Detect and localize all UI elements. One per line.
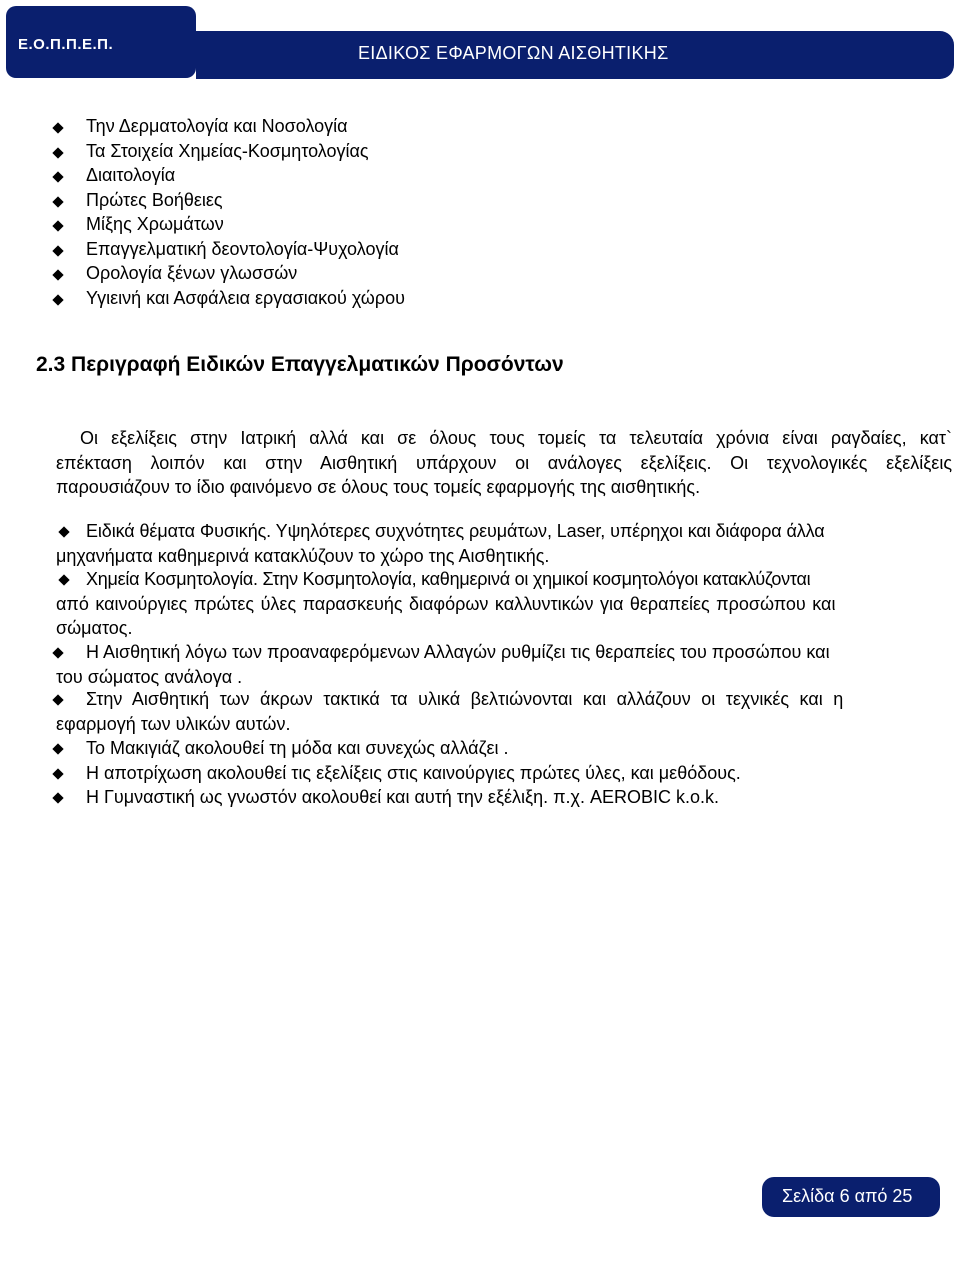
paragraph-line: μηχανήματα καθημερινά κατακλύζουν το χώρο της Αισθητικής. [56,545,550,566]
bullet-item-makeup [56,736,952,761]
bullet-item-extremities [56,687,952,736]
bullet-icon [52,171,63,182]
org-banner [6,6,196,78]
section-heading: 2.3 Περιγραφή Ειδικών Επαγγελματικών Προσόντων [36,353,564,376]
bullet-icon [52,220,63,231]
bullet-icon [52,269,63,280]
title-banner [196,31,954,79]
paragraph-line: παρουσιάζουν το ίδιο φαινόμενο σε όλους τους τομείς εφαρμογής της αισθητικής. [56,477,701,497]
paragraph-line: Χημεία Κοσμητολογία. Στην Κοσμητολογία, καθημερινά οι χημικοί κοσμητολόγοι κατακλύζονται [86,569,811,589]
bullet-item-hair-removal [56,761,952,786]
list-item: Πρώτες Βοήθειες [86,190,223,210]
list-item: Διαιτολογία [86,165,176,185]
paragraph-line: Ειδικά θέματα Φυσικής. Υψηλότερες συχνότητες ρευμάτων, Laser, υπέρηχοι και διάφορα άλλα [86,521,825,541]
paragraph-line: Το Μακιγιάζ ακολουθεί τη μόδα και συνεχώς αλλάζει . [86,738,509,758]
paragraph-line: από καινούργιες πρώτες ύλες παρασκευής διαφόρων καλλυντικών για θεραπείες προσώπου και [56,593,836,614]
intro-paragraph [56,426,952,500]
bullet-icon [52,245,63,256]
list-item: Τα Στοιχεία Χημείας-Κοσμητολογίας [86,141,369,161]
page-number: Σελίδα 6 από 25 [782,1186,913,1206]
paragraph-line: Η αποτρίχωση ακολουθεί τις εξελίξεις στις καινούργιες πρώτες ύλες, και μεθόδους. [86,763,741,783]
paragraph-line: Στην Αισθητική των άκρων τακτικά τα υλικά βελτιώνονται και αλλάζουν οι τεχνικές και η [86,689,844,709]
document-title: ΕΙΔΙΚΟΣ ΕΦΑΡΜΟΓΩΝ ΑΙΣΘΗΤΙΚΗΣ [358,43,669,63]
bullet-icon [52,147,63,158]
bullet-item-treatments [56,640,952,689]
bullet-item-physics [56,519,952,568]
bullet-icon [52,294,63,305]
bullet-item-gymnastics [56,785,952,810]
page-number-badge [762,1177,940,1217]
bullet-icon [52,122,63,133]
paragraph-line: εφαρμογή των υλικών αυτών. [56,713,291,734]
list-item: Την Δερματολογία και Νοσολογία [86,116,348,136]
bullet-icon [52,196,63,207]
paragraph-line: σώματος. [56,618,133,638]
list-item: Επαγγελματική δεοντολογία-Ψυχολογία [86,239,399,259]
paragraph-line: Η Αισθητική λόγω των προαναφερόμενων Αλλαγών ρυθμίζει τις θεραπείες του προσώπου και [86,642,830,662]
paragraph-line: Οι εξελίξεις στην Ιατρική αλλά και σε όλους τους τομείς τα τελευταία χρόνια είναι ραγδαίες, κατ` [80,428,952,448]
bullet-item-chemistry [56,567,952,641]
list-item: Ορολογία ξένων γλωσσών [86,263,298,283]
list-item: Μίξης Χρωμάτων [86,214,224,234]
paragraph-line: του σώματος ανάλογα . [56,666,243,687]
org-name: Ε.Ο.Π.Π.Ε.Π. [18,36,114,53]
paragraph-line: επέκταση λοιπόν και στην Αισθητική υπάρχουν οι ανάλογες εξελίξεις. Οι τεχνολογικές εξελίξεις [56,452,952,473]
paragraph-line: Η Γυμναστική ως γνωστόν ακολουθεί και αυτή την εξέλιξη. π.χ. AEROBIC k.o.k. [86,787,720,807]
list-item: Υγιεινή και Ασφάλεια εργασιακού χώρου [86,288,405,308]
